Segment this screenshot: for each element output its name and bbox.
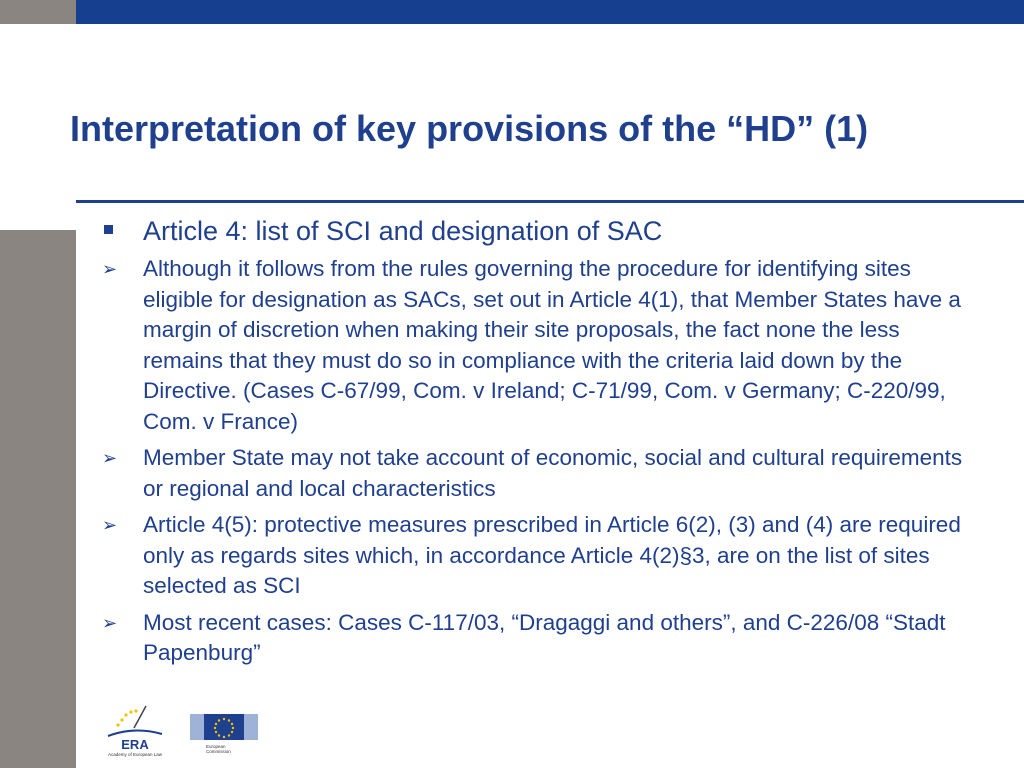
bullet-item xyxy=(102,510,982,602)
bullet-item xyxy=(102,254,982,437)
arrow-bullet-icon: ➢ xyxy=(102,259,118,279)
bullet-text: Member State may not take account of economic, social and cultural requirements or regional and local characteristics xyxy=(143,445,963,501)
era-logo xyxy=(100,700,170,758)
heading-item xyxy=(102,213,982,249)
era-logo-text: ERA xyxy=(121,737,149,752)
bullet-item xyxy=(102,443,982,504)
heading-text: Article 4: list of SCI and designation of SAC xyxy=(143,216,663,246)
title-divider xyxy=(76,200,1024,203)
ec-logo-line2: Commission xyxy=(206,749,231,754)
bullet-text: Article 4(5): protective measures prescribed in Article 6(2), (3) and (4) are required only as regards sites which, in accordance Article 4(2)§3, are on the list of sites selected as SCI xyxy=(143,512,961,598)
top-bar-blue xyxy=(76,0,1024,24)
left-side-bar xyxy=(0,230,76,768)
arrow-bullet-icon: ➢ xyxy=(102,448,118,468)
european-commission-logo xyxy=(190,710,260,758)
square-bullet-icon xyxy=(104,225,113,234)
arrow-bullet-icon: ➢ xyxy=(102,612,118,633)
slide-title: Interpretation of key provisions of the “HD” (1) xyxy=(70,108,869,149)
bullet-text: Most recent cases: Cases C-117/03, “Dragaggi and others”, and C-226/08 “Stadt Papenburg” xyxy=(143,609,946,665)
top-bar-gray xyxy=(0,0,76,24)
bullet-item xyxy=(102,608,982,669)
arrow-bullet-icon: ➢ xyxy=(102,515,118,535)
ec-logo-line1: European xyxy=(206,744,226,749)
bullet-text: Although it follows from the rules governing the procedure for identifying sites eligible for designation as SACs, set out in Article 4(1), that Member States have a margin of discretion when making their site proposals, the fact none the less remains that they must do so in compliance with the criteria laid down by the Directive. (Cases C-67/99, Com. v Ireland; C-71/99, Com. v Germany; C-220/99, Com. v France) xyxy=(143,256,961,434)
era-logo-subtitle: Academy of European Law xyxy=(107,752,163,757)
slide-content xyxy=(102,213,982,675)
